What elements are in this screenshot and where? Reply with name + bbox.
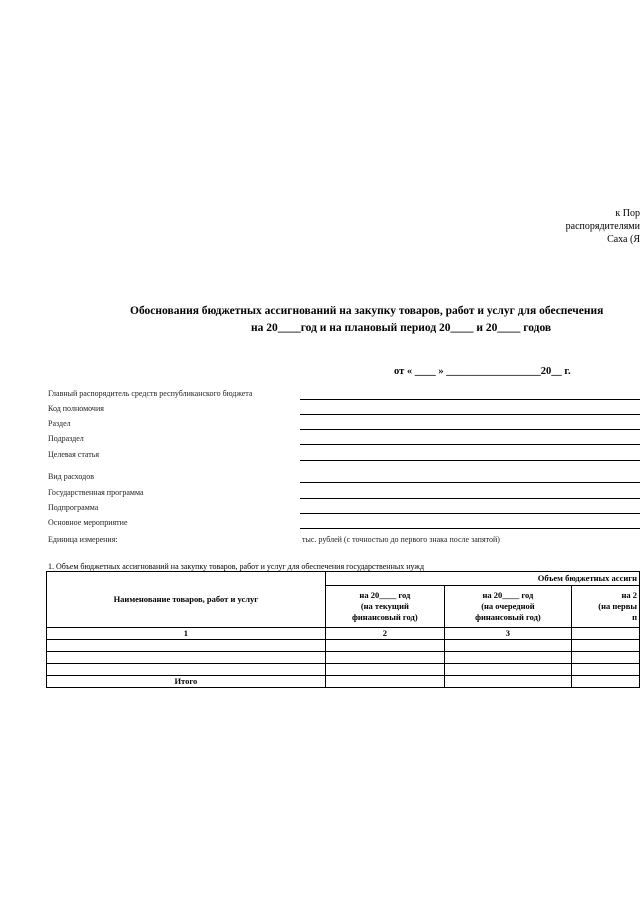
field-underline — [300, 460, 640, 461]
document-title-line-2: на 20____год и на плановый период 20____ и 20____ годов — [251, 322, 552, 334]
table-header-row — [47, 572, 640, 586]
total-label: Итого — [47, 676, 326, 688]
column-number: 1 — [47, 628, 326, 640]
field-row-subsection — [48, 433, 640, 447]
header-current-year — [325, 586, 444, 628]
table-cell[interactable] — [571, 640, 639, 652]
field-label: Единица измерения: — [48, 535, 118, 544]
column-number: 3 — [445, 628, 572, 640]
budget-table — [46, 571, 640, 688]
header-line: на 20____ год — [482, 590, 534, 600]
table-numbering-row — [47, 628, 640, 640]
table-cell[interactable] — [47, 640, 326, 652]
header-goods-name: Наименование товаров, работ и услуг — [47, 572, 326, 628]
table-cell[interactable] — [325, 640, 444, 652]
field-label: Раздел — [48, 419, 71, 428]
field-underline — [300, 444, 640, 445]
table-cell[interactable] — [325, 652, 444, 664]
table-total-row — [47, 676, 640, 688]
column-number: 2 — [325, 628, 444, 640]
header-line: п — [632, 612, 637, 622]
field-underline — [300, 498, 640, 499]
header-line: (на очередной — [481, 601, 535, 611]
table-row — [47, 640, 640, 652]
field-row-authority-code — [48, 403, 640, 417]
table-cell[interactable] — [571, 652, 639, 664]
field-row-main-event — [48, 517, 640, 531]
field-underline — [300, 513, 640, 514]
table-row — [47, 664, 640, 676]
field-row-target-article — [48, 449, 640, 463]
field-underline — [300, 429, 640, 430]
column-number — [571, 628, 639, 640]
header-line: финансовый год) — [475, 612, 541, 622]
field-row-unit — [48, 534, 640, 548]
table-cell[interactable] — [445, 676, 572, 688]
table-cell[interactable] — [47, 652, 326, 664]
appendix-note-line-2: распорядителями — [565, 221, 640, 232]
header-line: на 2 — [621, 590, 637, 600]
table-cell[interactable] — [445, 640, 572, 652]
table-cell[interactable] — [571, 676, 639, 688]
appendix-note-line-3: Саха (Я — [607, 234, 640, 245]
table-cell[interactable] — [445, 652, 572, 664]
header-first-planning-year — [571, 586, 639, 628]
field-row-subprogram — [48, 502, 640, 516]
document-title-line-1: Обоснования бюджетных ассигнований на закупку товаров, работ и услуг для обеспечения — [130, 305, 604, 317]
field-underline — [300, 399, 640, 400]
document-date-line: от « ____ » __________________20__ г. — [394, 366, 571, 377]
table-row — [47, 652, 640, 664]
field-row-state-program — [48, 487, 640, 501]
field-label: Подраздел — [48, 434, 84, 443]
table-cell[interactable] — [325, 664, 444, 676]
header-line: (на текущий — [360, 601, 409, 611]
field-value-unit: тыс. рублей (с точностью до первого знака после запятой) — [302, 535, 500, 544]
field-label: Государственная программа — [48, 488, 144, 497]
field-row-expense-type — [48, 471, 640, 485]
table-cell[interactable] — [445, 664, 572, 676]
header-line: (на первы — [598, 601, 637, 611]
table-cell[interactable] — [571, 664, 639, 676]
section-1-title: 1. Объем бюджетных ассигнований на закупку товаров, работ и услуг для обеспечения государственных нужд — [48, 562, 425, 571]
table-cell[interactable] — [325, 676, 444, 688]
field-label: Целевая статья — [48, 450, 100, 459]
header-line: на 20____ год — [359, 590, 411, 600]
header-line: финансовый год) — [352, 612, 418, 622]
field-underline — [300, 482, 640, 483]
field-label: Основное мероприятие — [48, 518, 128, 527]
header-budget-volume: Объем бюджетных ассигн — [325, 572, 639, 586]
field-label: Главный распорядитель средств республиканского бюджета — [48, 389, 253, 398]
field-label: Вид расходов — [48, 472, 94, 481]
field-row-section — [48, 418, 640, 432]
appendix-note-line-1: к Пор — [615, 208, 640, 219]
table-cell[interactable] — [47, 664, 326, 676]
field-label: Код полномочия — [48, 404, 104, 413]
field-underline — [300, 414, 640, 415]
field-label: Подпрограмма — [48, 503, 99, 512]
header-next-year — [445, 586, 572, 628]
field-row-main-manager — [48, 388, 640, 402]
field-underline — [300, 528, 640, 529]
